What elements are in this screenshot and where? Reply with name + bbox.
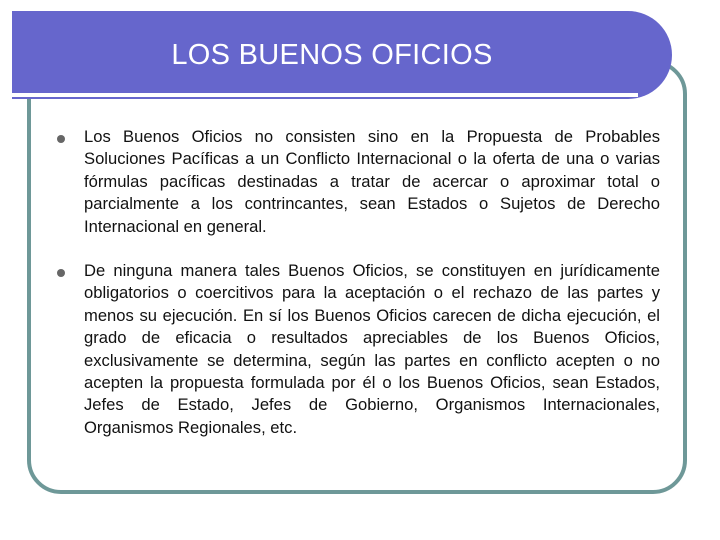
title-underline — [12, 93, 638, 97]
bullet-item — [50, 260, 660, 439]
bullet-text: Los Buenos Oficios no consisten sino en la Propuesta de Probables Soluciones Pacíficas a un Conflicto Internacional o la oferta de una o varias fórmulas pacíficas destinadas a tratar de acercar o aproximar total o parcialmente a los contrincantes, sean Estados o Sujetos de Derecho Internacional en general. — [84, 127, 660, 236]
bullet-item — [50, 126, 660, 238]
slide-title: LOS BUENOS OFICIOS — [171, 38, 493, 71]
bullet-list — [50, 126, 660, 461]
bullet-dot-icon — [57, 135, 65, 143]
bullet-dot-icon — [57, 269, 65, 277]
bullet-text: De ninguna manera tales Buenos Oficios, se constituyen en jurídicamente obligatorios o coercitivos para la aceptación o el rechazo de las partes y menos su ejecución. En sí los Buenos Oficios carecen de dicha ejecución, el grado de eficacia o resultados apreciables de los Buenos Oficios, exclusivamente se determina, según las partes en conflicto acepten o no acepten la propuesta formulada por él o los Buenos Oficios, sean Estados, Jefes de Estado, Jefes de Gobierno, Organismos Internacionales, Organismos Regionales, etc. — [84, 261, 660, 437]
